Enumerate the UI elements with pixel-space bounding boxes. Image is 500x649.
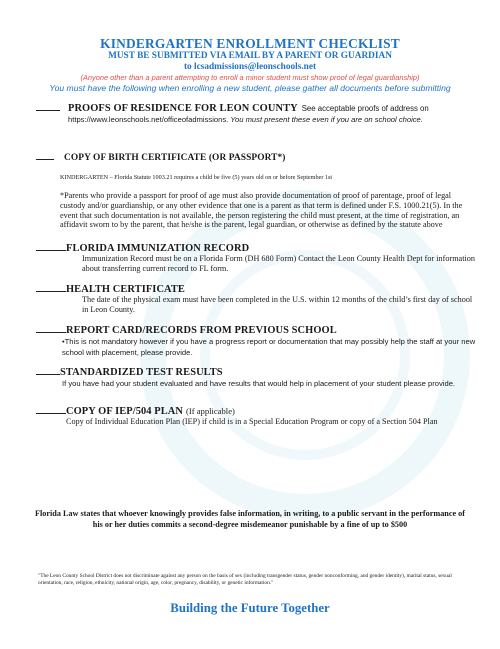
statute-note: KINDERGARTEN – Florida Statute 1003.21 requires a child be five (5) years old on or before September 1st bbox=[60, 174, 333, 181]
item-title: FLORIDA IMMUNIZATION RECORD bbox=[66, 243, 250, 254]
checkbox-blank-line bbox=[36, 242, 66, 251]
page-title: KINDERGARTEN ENROLLMENT CHECKLIST bbox=[100, 36, 400, 51]
nondiscrimination-disclaimer: "The Leon County School District does not discriminate against any person on the basis of sex (including transgender status, gender nonconforming, and gender identity), marital status, sexual orientation, race, religion, ethnicity, national origin, age, color, pregnancy, disability, or genetic information." bbox=[38, 573, 452, 586]
checklist-item-immunization bbox=[36, 242, 476, 274]
item-title: STANDARDIZED TEST RESULTS bbox=[60, 367, 223, 378]
item-body: The date of the physical exam must have been completed in the U.S. within 12 months of the child’s first day of school in Leon County. bbox=[82, 295, 473, 314]
residence-url: https://www.leonschools.net/officeofadmissions. bbox=[68, 115, 229, 124]
checkbox-blank-line bbox=[36, 366, 60, 375]
item-title: HEALTH CERTIFICATE bbox=[66, 284, 185, 295]
checklist-item-iep-plan bbox=[36, 405, 476, 427]
residence-school-choice-note: You must present these even if you are on school choice. bbox=[230, 115, 423, 124]
item-body bbox=[68, 114, 476, 125]
checklist-item-test-results bbox=[36, 366, 476, 389]
checklist-item-health-certificate bbox=[36, 283, 476, 315]
submission-instruction: MUST BE SUBMITTED VIA EMAIL BY A PARENT OR GUARDIAN bbox=[108, 51, 392, 61]
item-title: REPORT CARD/RECORDS FROM PREVIOUS SCHOOL bbox=[66, 325, 337, 336]
item-body: *Parents who provide a passport for proof of age must also provide documentation of proof of parentage, proof of legal custody and/or guardianship, or any other evidence that one is a parent as that term is defined under F.S. 1000.21(5). In the event that such documentation is not available, the person registering the child must present, at the time of registration, an affidavit sworn to by the parent, that he/she is the parent, legal guardian, or otherwise as defined by the statute above bbox=[60, 191, 463, 230]
checkbox-blank-line bbox=[36, 102, 60, 111]
gather-documents-instruction: You must have the following when enrolling a new student, please gather all documents before submitting bbox=[49, 83, 451, 93]
checkbox-blank-line bbox=[36, 324, 66, 333]
checklist-item-birth-certificate bbox=[36, 151, 476, 230]
item-body: •This is not mandatory however if you have a progress report or documentation that may possibly help the staff at your new school with placement, please provide. bbox=[62, 337, 476, 357]
legal-notice: Florida Law states that whoever knowingly provides false information, in writing, to a public servant in the performance of his or her duties commits a second-degree misdemeanor punishable by a fine of up to $500 bbox=[35, 509, 465, 529]
checkbox-blank-line bbox=[36, 405, 66, 414]
guardianship-note: (Anyone other than a parent attempting to enroll a minor student must show proof of legal guardianship) bbox=[80, 73, 420, 82]
item-inline-text: See acceptable proofs of address on bbox=[301, 104, 429, 113]
item-title: COPY OF IEP/504 PLAN bbox=[66, 406, 183, 417]
district-slogan: Building the Future Together bbox=[170, 601, 330, 615]
checklist-item-residence bbox=[36, 102, 476, 125]
item-body: Immunization Record must be on a Florida Form (DH 680 Form) Contact the Leon County Health Dept for information about transferring current record to FL form. bbox=[82, 254, 475, 273]
checklist-item-report-card bbox=[36, 324, 476, 358]
checkbox-blank-line bbox=[36, 283, 66, 292]
item-title: PROOFS OF RESIDENCE FOR LEON COUNTY bbox=[68, 103, 298, 114]
checkbox-blank-line bbox=[36, 151, 54, 160]
item-title: COPY OF BIRTH CERTIFICATE (OR PASSPORT*) bbox=[64, 153, 286, 163]
submission-email: to lcsadmissions@leonschools.net bbox=[183, 62, 317, 72]
item-body: If you have had your student evaluated and have results that would help in placement of your student please provide. bbox=[62, 379, 456, 388]
document-header bbox=[0, 37, 500, 93]
item-body: Copy of Individual Education Plan (IEP) if child is in a Special Education Program or copy of a Section 504 Plan bbox=[66, 417, 438, 426]
item-inline-text: (If applicable) bbox=[185, 406, 235, 416]
